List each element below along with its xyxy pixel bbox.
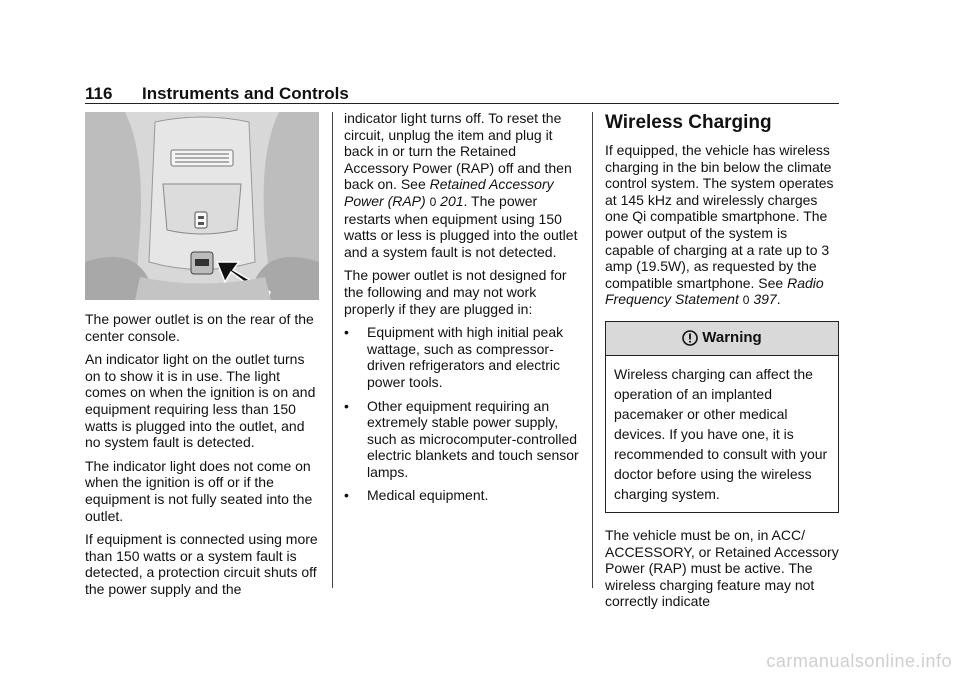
column-1 [85,112,321,605]
bullet-icon: • [344,397,349,414]
list-item-text: Other equipment requiring an extremely stable power supply, such as microcomputer-controlled electric blankets and touch sensor lamps. [367,397,579,480]
watermark: carmanualsonline.info [766,651,952,671]
list-item-text: Equipment with high initial peak wattage, such as compressor-driven refrigerators and electric power tools. [367,324,564,390]
text: . The power restarts when equipment using 150 watts or less is plugged into the outlet and a system fault is not detected. [344,192,578,260]
page-ref-arrow-icon: 0 [429,194,437,209]
power-outlet-photo [85,112,319,300]
section-title: Instruments and Controls [142,84,349,103]
warning-icon [682,330,698,346]
warning-title: Warning [702,329,762,347]
header-rule [85,103,839,104]
cross-reference-link[interactable]: Retained Accessory Power (RAP) [344,176,554,209]
paragraph: The power outlet is not designed for the following and may not work properly if they are plugged in: [344,267,567,317]
page-header [85,84,839,104]
paragraph [605,142,839,309]
section-heading: Wireless Charging [605,112,772,133]
cross-reference-link[interactable]: Radio Frequency Statement [605,274,824,308]
page-ref-number[interactable]: 397 [753,291,777,308]
paragraph: The power outlet is on the rear of the center console. [85,311,314,344]
column-divider-2 [592,112,593,588]
page-ref-number[interactable]: 201 [440,192,464,209]
text: . [776,291,781,308]
list-item-text: Medical equipment. [367,487,489,504]
bullet-icon: • [344,324,349,341]
warning-text: Wireless charging can affect the operation of an implanted pacemaker or other medical devices. If you have one, it is recommended to consult with your doctor before using the wireless charging system. [614,365,828,502]
list-item [344,398,580,481]
column-2 [344,110,580,511]
page-number: 116 [85,84,113,103]
paragraph: The indicator light does not come on when the ignition is off or if the equipment is not fully seated into the outlet. [85,457,313,524]
text: If equipped, the vehicle has wireless charging in the bin below the climate control system. The system operates at 145 kHz and wirelessly charges one Qi compatible smartphone. The power output of the system is capable of charging at a rate up to 3 amp (19.5W), as requested by the compatible smartphone. See [605,142,834,291]
paragraph: The vehicle must be on, in ACC/ ACCESSORY, or Retained Accessory Power (RAP) must be active. The wireless charging feature may not correctly indicate [605,526,839,610]
warning-header [606,322,838,356]
text: indicator light turns off. To reset the circuit, unplug the item and plug it back in or turn the Retained Accessory Power (RAP) off and then back on. See [344,110,572,193]
list-item [344,487,580,504]
paragraph: An indicator light on the outlet turns on to show it is in use. The light comes on when the ignition is on and equipment requiring less than 150 watts is plugged into the outlet, and no system fault is detected. [85,351,316,451]
list-item [344,324,580,390]
column-divider-1 [332,112,333,588]
paragraph [344,110,580,260]
page-ref-arrow-icon: 0 [742,293,750,308]
bullet-icon: • [344,487,349,504]
paragraph: If equipment is connected using more than 150 watts or a system fault is detected, a protection circuit shuts off the power supply and the [85,531,318,597]
column-3 [605,112,839,617]
warning-box [605,321,839,513]
